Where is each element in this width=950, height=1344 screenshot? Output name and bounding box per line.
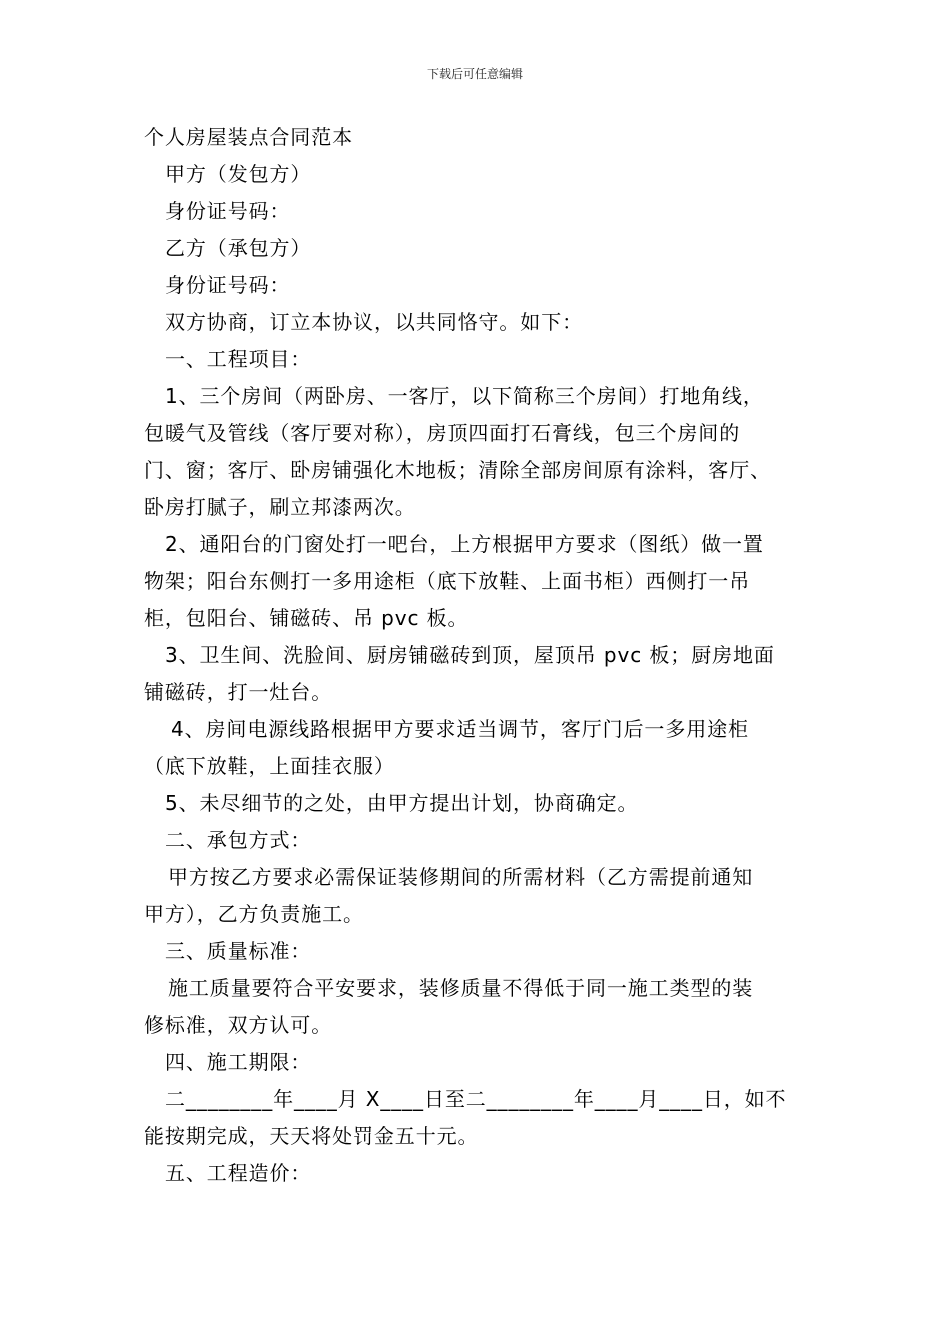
document-line: 卧房打腻子，刷立邦漆两次。 xyxy=(144,495,416,519)
document-line: （底下放鞋，上面挂衣服） xyxy=(144,754,395,778)
document-line: 甲方（发包方） xyxy=(165,162,312,186)
document-line: 身份证号码： xyxy=(165,199,291,223)
document-line: 铺磁砖，打一灶台。 xyxy=(144,680,333,704)
document-line: 甲方按乙方要求必需保证装修期间的所需材料（乙方需提前通知 xyxy=(168,865,754,889)
document-line: 5、未尽细节的之处，由甲方提出计划，协商确定。 xyxy=(165,791,639,815)
document-paragraphs xyxy=(144,156,824,1192)
document-line: 柜，包阳台、铺磁砖、吊 pvc 板。 xyxy=(144,606,469,630)
document-line: 施工质量要符合平安要求，装修质量不得低于同一施工类型的装 xyxy=(168,976,754,1000)
document-line: 物架；阳台东侧打一多用途柜（底下放鞋、上面书柜）西侧打一吊 xyxy=(144,569,751,593)
document-line: 身份证号码： xyxy=(165,273,291,297)
document-line: 门、窗；客厅、卧房铺强化木地板；清除全部房间原有涂料，客厅、 xyxy=(144,458,771,482)
page-header: 下载后可任意编辑 xyxy=(426,67,523,81)
document-line: 3、卫生间、洗脸间、厨房铺磁砖到顶，屋顶吊 pvc 板；厨房地面 xyxy=(165,643,775,667)
document-line: 乙方（承包方） xyxy=(165,236,312,260)
document-line: 二________年____月 X____日至二________年____月____日，如不 xyxy=(165,1087,787,1111)
document-line: 2、通阳台的门窗处打一吧台，上方根据甲方要求（图纸）做一置 xyxy=(165,532,764,556)
document-line: 三、质量标准： xyxy=(165,939,312,963)
document-title: 个人房屋装点合同范本 xyxy=(144,125,353,149)
document-body xyxy=(144,119,824,1192)
document-line: 一、工程项目： xyxy=(165,347,312,371)
document-line: 双方协商，订立本协议，以共同恪守。如下： xyxy=(165,310,583,334)
document-line: 能按期完成，天天将处罚金五十元。 xyxy=(144,1124,479,1148)
document-line: 四、施工期限： xyxy=(165,1050,312,1074)
document-line: 二、承包方式： xyxy=(165,828,312,852)
document-line: 4、房间电源线路根据甲方要求适当调节，客厅门后一多用途柜 xyxy=(171,717,749,741)
document-line: 包暖气及管线（客厅要对称），房顶四面打石膏线，包三个房间的 xyxy=(144,421,741,445)
document-line: 甲方），乙方负责施工。 xyxy=(144,902,364,926)
document-line: 修标准，双方认可。 xyxy=(144,1013,333,1037)
document-line: 五、工程造价： xyxy=(165,1161,312,1185)
document-line: 1、三个房间（两卧房、一客厅，以下简称三个房间）打地角线， xyxy=(165,384,764,408)
